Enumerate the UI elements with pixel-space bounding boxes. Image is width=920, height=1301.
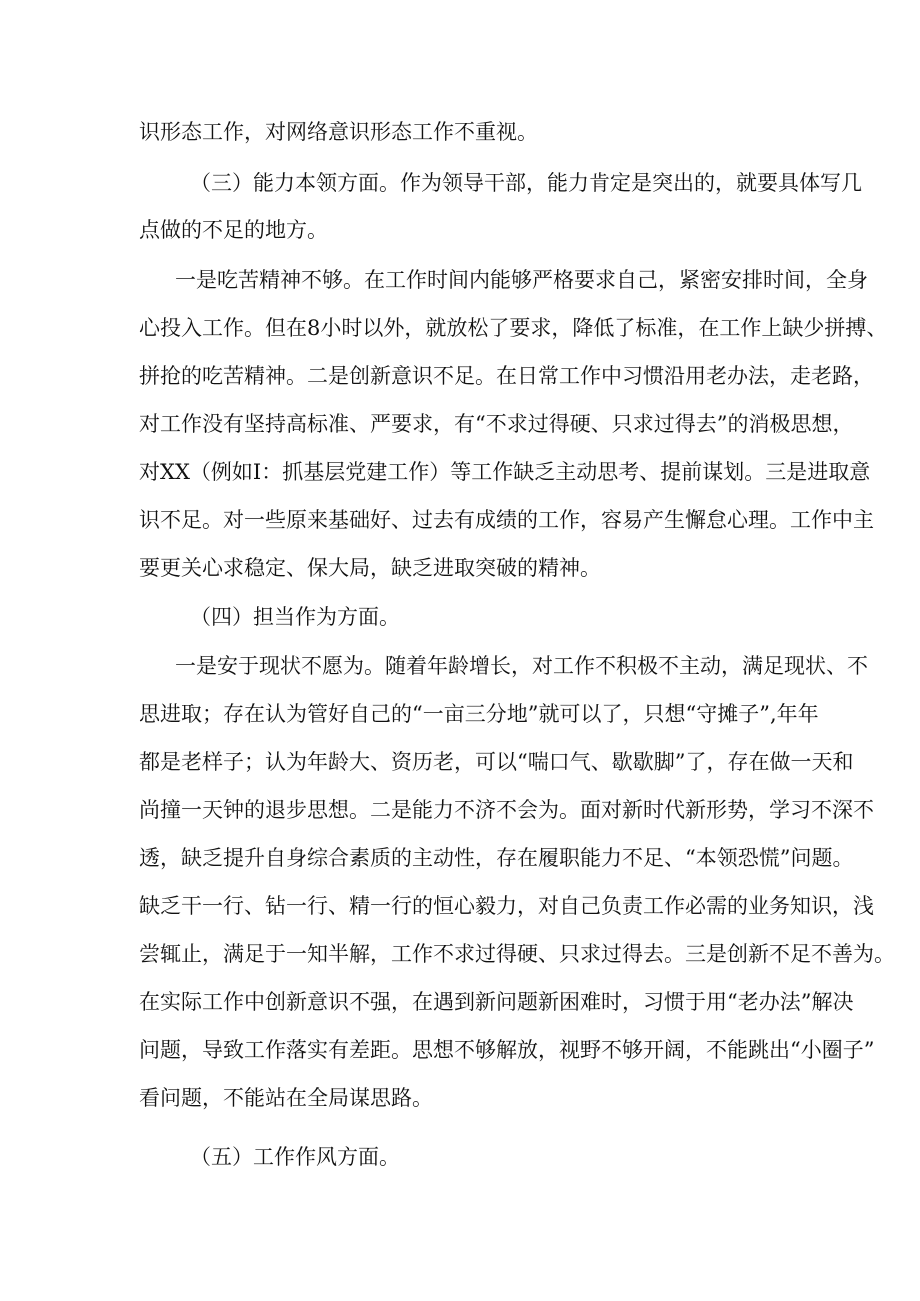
section-heading-4: （四）担当作为方面。 — [190, 605, 400, 629]
text-line: 尚撞一天钟的退步思想。二是能力不济不会为。面对新时代新形势，学习不深不 — [139, 798, 874, 822]
text-line: 一是吃苦精神不够。在工作时间内能够严格要求自己，紧密安排时间，全身 — [175, 268, 868, 292]
text-line: 缺乏干一行、钻一行、精一行的恒心毅力，对自己负责工作必需的业务知识，浅 — [139, 894, 874, 918]
text-line: 尝辄止，满足于一知半解，工作不求过得硬、只求过得去。三是创新不足不善为。 — [139, 942, 895, 966]
text-line: 思进取；存在认为管好自己的“一亩三分地”就可以了，只想“守摊子”,年年 — [139, 702, 819, 726]
text-line: 心投入工作。但在8小时以外，就放松了要求，降低了标准，在工作上缺少拼搏、 — [139, 316, 888, 340]
text-line: 一是安于现状不愿为。随着年龄增长，对工作不积极不主动，满足现状、不 — [175, 654, 868, 678]
section-heading-5: （五）工作作风方面。 — [190, 1145, 400, 1169]
text-line: 识不足。对一些原来基础好、过去有成绩的工作，容易产生懈怠心理。工作中主 — [139, 508, 874, 532]
text-line: 点做的不足的地方。 — [139, 218, 328, 242]
text-line: 拼抢的吃苦精神。二是创新意识不足。在日常工作中习惯沿用老办法，走老路， — [139, 364, 874, 388]
text-line: 对XX（例如I：抓基层党建工作）等工作缺乏主动思考、提前谋划。三是进取意 — [139, 460, 871, 484]
text-line: 对工作没有坚持高标准、严要求，有“不求过得硬、只求过得去”的消极思想， — [139, 412, 854, 436]
text-line: 问题，导致工作落实有差距。思想不够解放，视野不够开阔，不能跳出“小圈子” — [139, 1038, 875, 1062]
text-line: 透，缺乏提升自身综合素质的主动性，存在履职能力不足、“本领恐慌”问题。 — [139, 846, 854, 870]
text-line: 都是老样子；认为年龄大、资历老，可以“喘口气、歇歇脚”了，存在做一天和 — [139, 750, 854, 774]
text-line: 识形态工作，对网络意识形态工作不重视。 — [139, 120, 538, 144]
text-line: 在实际工作中创新意识不强，在遇到新问题新困难时，习惯于用“老办法”解决 — [139, 990, 854, 1014]
section-heading-3: （三）能力本领方面。作为领导干部，能力肯定是突出的，就要具体写几 — [190, 171, 862, 195]
text-line: 看问题，不能站在全局谋思路。 — [139, 1086, 433, 1110]
text-line: 要更关心求稳定、保大局，缺乏进取突破的精神。 — [139, 556, 601, 580]
